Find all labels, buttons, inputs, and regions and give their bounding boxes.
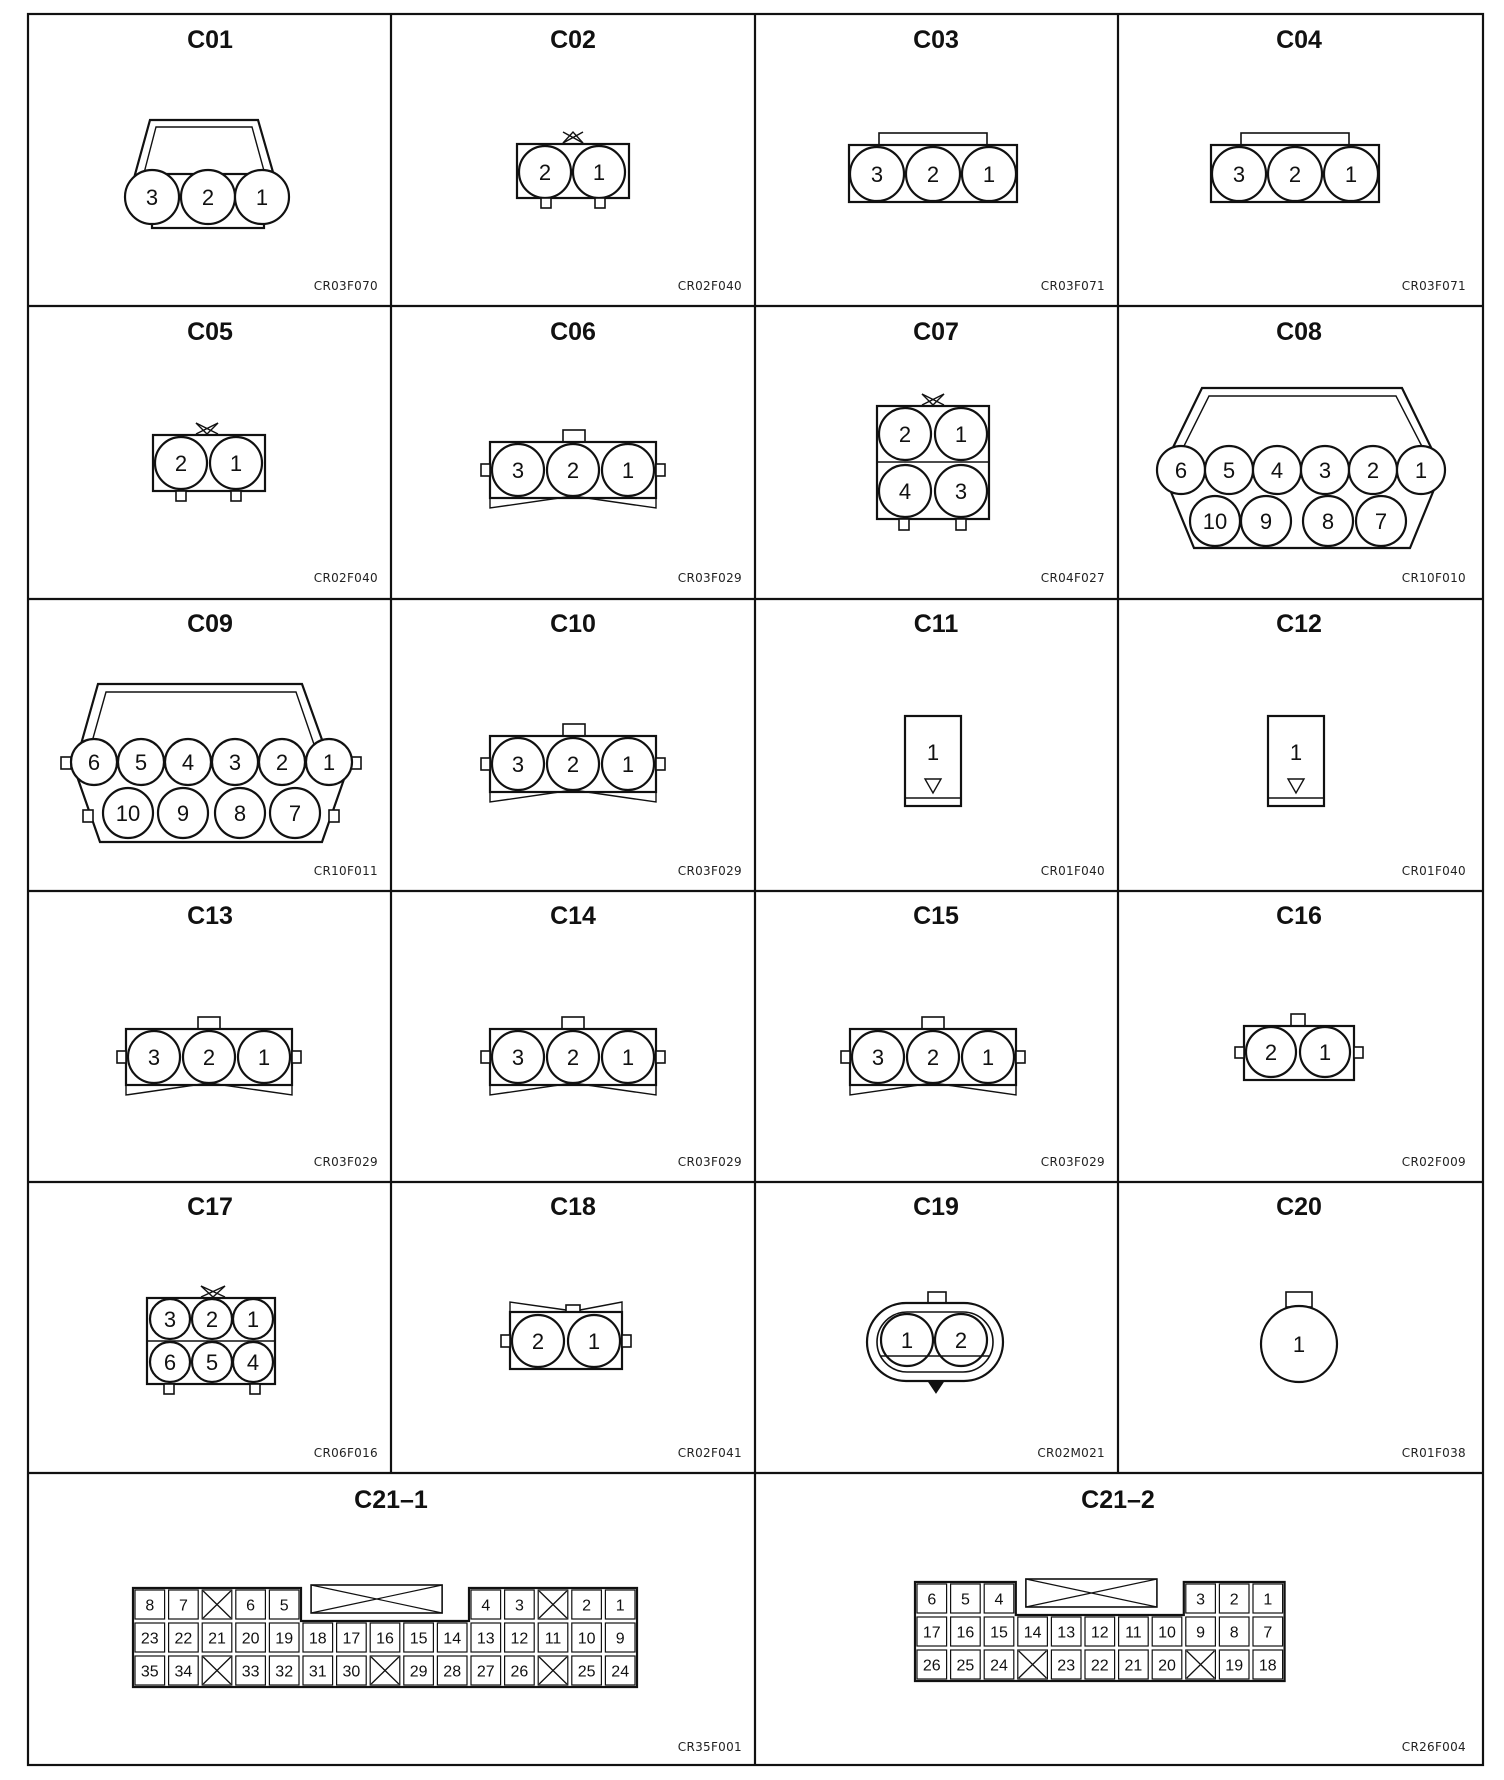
svg-text:3: 3	[1318, 458, 1332, 483]
svg-text:8: 8	[233, 801, 247, 826]
pin-number: 6	[927, 1591, 937, 1609]
svg-text:3: 3	[511, 1045, 525, 1070]
svg-text:6: 6	[1174, 458, 1188, 483]
pin-number: 29	[409, 1663, 428, 1681]
pin-number: 22	[1090, 1657, 1109, 1675]
cell-c15	[841, 902, 1105, 1169]
svg-text:4: 4	[898, 479, 912, 504]
connector-c16-drawing	[1235, 1014, 1363, 1080]
svg-text:1: 1	[900, 1328, 914, 1353]
connector-c09-drawing	[61, 684, 361, 842]
svg-text:4: 4	[1270, 458, 1284, 483]
pin-number: 3	[514, 1597, 524, 1615]
svg-text:2: 2	[202, 1045, 216, 1070]
connector-c20-drawing	[1261, 1292, 1337, 1382]
pin-number: 25	[956, 1657, 975, 1675]
cell-c04	[1211, 26, 1466, 293]
pin-number: 2	[1229, 1591, 1239, 1609]
svg-text:2: 2	[1264, 1040, 1278, 1065]
cell-c05	[153, 318, 378, 585]
svg-text:3: 3	[1232, 162, 1246, 187]
pin-number: 31	[308, 1663, 327, 1681]
part-code: CR10F010	[1401, 571, 1466, 585]
svg-text:1: 1	[1344, 162, 1358, 187]
part-code: CR03F071	[1040, 279, 1105, 293]
pin-number: 15	[409, 1630, 428, 1648]
pin-number: 5	[279, 1597, 289, 1615]
cell-title: C10	[550, 610, 596, 638]
part-code: CR03F029	[313, 1155, 378, 1169]
part-code: CR04F027	[1040, 571, 1105, 585]
pin-number: 18	[308, 1630, 327, 1648]
pin-number: 26	[922, 1657, 941, 1675]
svg-text:1: 1	[981, 1045, 995, 1070]
connector-c01-drawing	[125, 120, 289, 228]
svg-text:4: 4	[246, 1350, 260, 1375]
pin-number: 14	[443, 1630, 462, 1648]
svg-text:1: 1	[255, 185, 269, 210]
svg-text:10: 10	[115, 801, 141, 826]
connector-c11-drawing	[905, 716, 961, 806]
cell-c08	[1157, 318, 1466, 585]
cell-c10	[481, 610, 742, 878]
connector-c07-drawing	[877, 394, 989, 530]
cell-c21-2	[915, 1486, 1466, 1754]
pin-number: 4	[481, 1597, 491, 1615]
pin-number: 12	[510, 1630, 529, 1648]
svg-text:5: 5	[134, 750, 148, 775]
svg-text:1: 1	[246, 1307, 260, 1332]
connector-c12-drawing	[1268, 716, 1324, 806]
cell-title: C08	[1276, 318, 1322, 346]
cell-title: C14	[550, 902, 596, 930]
pin-number: 25	[577, 1663, 596, 1681]
part-code: CR02F040	[313, 571, 378, 585]
pin-number: 9	[1196, 1624, 1206, 1642]
svg-text:2: 2	[201, 185, 215, 210]
svg-text:2: 2	[566, 458, 580, 483]
svg-text:1: 1	[621, 458, 635, 483]
pin-number: 14	[1023, 1624, 1042, 1642]
svg-text:1: 1	[621, 752, 635, 777]
pin-number: 20	[1158, 1657, 1176, 1675]
connector-c08-drawing	[1157, 388, 1445, 548]
part-code: CR35F001	[677, 1740, 742, 1754]
cell-title: C21–1	[354, 1486, 428, 1514]
svg-text:7: 7	[288, 801, 302, 826]
svg-text:2: 2	[566, 1045, 580, 1070]
svg-text:1: 1	[1318, 1040, 1332, 1065]
svg-text:3: 3	[511, 752, 525, 777]
cell-title: C17	[187, 1193, 233, 1221]
pin-number: 6	[246, 1597, 256, 1615]
cell-c06	[481, 318, 742, 585]
pin-number: 30	[342, 1663, 361, 1681]
part-code: CR03F029	[677, 571, 742, 585]
svg-text:1: 1	[926, 740, 940, 765]
cell-c02	[517, 26, 742, 293]
svg-text:2: 2	[275, 750, 289, 775]
part-code: CR06F016	[313, 1446, 378, 1460]
cell-c09	[61, 610, 378, 878]
cell-c07	[877, 318, 1105, 585]
svg-text:3: 3	[145, 185, 159, 210]
svg-text:1: 1	[621, 1045, 635, 1070]
cell-title: C07	[913, 318, 959, 346]
pin-number: 13	[476, 1630, 495, 1648]
svg-text:4: 4	[181, 750, 195, 775]
svg-text:3: 3	[511, 458, 525, 483]
connector-c04-drawing	[1211, 133, 1379, 202]
cell-title: C18	[550, 1193, 596, 1221]
pin-number: 15	[990, 1624, 1008, 1642]
pin-number: 2	[582, 1597, 592, 1615]
connector-c06-drawing	[481, 430, 665, 508]
pin-number: 1	[615, 1597, 625, 1615]
pin-number: 3	[1196, 1591, 1206, 1609]
pin-number: 34	[174, 1663, 193, 1681]
pin-number: 21	[1124, 1657, 1143, 1675]
cell-title: C15	[913, 902, 959, 930]
svg-text:2: 2	[926, 162, 940, 187]
connector-c02-drawing	[517, 132, 629, 208]
connector-c17-drawing	[147, 1286, 275, 1394]
part-code: CR03F029	[1040, 1155, 1105, 1169]
pin-number: 13	[1057, 1624, 1076, 1642]
cell-c11	[905, 610, 1105, 878]
svg-text:1: 1	[592, 160, 606, 185]
cell-c18	[501, 1193, 742, 1460]
pin-number: 26	[510, 1663, 529, 1681]
pin-number: 24	[611, 1663, 630, 1681]
svg-text:3: 3	[228, 750, 242, 775]
pin-number: 9	[615, 1630, 625, 1648]
pin-number: 8	[145, 1597, 155, 1615]
svg-text:3: 3	[954, 479, 968, 504]
svg-text:2: 2	[926, 1045, 940, 1070]
svg-text:1: 1	[322, 750, 336, 775]
svg-text:7: 7	[1374, 509, 1388, 534]
connector-c21-1-grid	[133, 1585, 637, 1687]
part-code: CR02F009	[1401, 1155, 1466, 1169]
cell-c16	[1235, 902, 1466, 1169]
part-code: CR01F040	[1040, 864, 1105, 878]
connector-c14-drawing	[481, 1017, 665, 1095]
cell-title: C11	[913, 610, 959, 638]
pin-number: 12	[1090, 1624, 1109, 1642]
pin-number: 24	[990, 1657, 1008, 1675]
pin-number: 19	[275, 1630, 294, 1648]
cell-c20	[1261, 1193, 1466, 1460]
connector-c05-drawing	[153, 423, 265, 501]
pin-number: 7	[1263, 1624, 1273, 1642]
part-code: CR01F038	[1401, 1446, 1466, 1460]
svg-text:1: 1	[1289, 740, 1303, 765]
part-code: CR02M021	[1037, 1446, 1105, 1460]
cell-title: C03	[913, 26, 959, 54]
cell-title: C16	[1276, 902, 1322, 930]
svg-text:2: 2	[1288, 162, 1302, 187]
svg-text:2: 2	[898, 422, 912, 447]
pin-number: 33	[241, 1663, 260, 1681]
cell-c21-1	[133, 1486, 742, 1754]
cell-title: C20	[1276, 1193, 1322, 1221]
connector-c18-drawing	[501, 1302, 631, 1369]
pin-number: 28	[443, 1663, 462, 1681]
pin-number: 32	[275, 1663, 294, 1681]
pin-number: 17	[342, 1630, 361, 1648]
cell-c17	[147, 1193, 378, 1460]
svg-text:9: 9	[176, 801, 190, 826]
part-code: CR10F011	[313, 864, 378, 878]
svg-text:2: 2	[538, 160, 552, 185]
cell-title: C21–2	[1081, 1486, 1155, 1514]
svg-text:10: 10	[1202, 509, 1228, 534]
grid-lines	[28, 14, 1483, 1765]
cell-c13	[117, 902, 378, 1169]
pin-number: 8	[1229, 1624, 1239, 1642]
pin-number: 23	[140, 1630, 159, 1648]
part-code: CR02F040	[677, 279, 742, 293]
part-code: CR03F071	[1401, 279, 1466, 293]
connector-c21-2-grid	[915, 1579, 1285, 1681]
svg-text:1: 1	[587, 1329, 601, 1354]
cell-c19	[867, 1193, 1105, 1460]
svg-text:3: 3	[871, 1045, 885, 1070]
pin-number: 22	[174, 1630, 193, 1648]
svg-text:2: 2	[205, 1307, 219, 1332]
pin-number: 21	[208, 1630, 226, 1648]
cell-c01	[125, 26, 378, 293]
pin-number: 16	[376, 1630, 394, 1648]
svg-text:2: 2	[174, 451, 188, 476]
svg-text:2: 2	[954, 1328, 968, 1353]
pin-number: 16	[956, 1624, 975, 1642]
svg-text:1: 1	[1292, 1332, 1306, 1357]
pin-number: 7	[178, 1597, 188, 1615]
connector-c03-drawing	[849, 133, 1017, 202]
pin-number: 5	[960, 1591, 970, 1609]
pin-number: 18	[1258, 1657, 1277, 1675]
part-code: CR26F004	[1401, 1740, 1466, 1754]
cell-title: C09	[187, 610, 233, 638]
cell-title: C02	[550, 26, 596, 54]
connector-c15-drawing	[841, 1017, 1025, 1095]
svg-text:2: 2	[1366, 458, 1380, 483]
cell-title: C01	[187, 26, 233, 54]
svg-text:2: 2	[566, 752, 580, 777]
pin-number: 11	[1125, 1624, 1142, 1642]
svg-text:1: 1	[257, 1045, 271, 1070]
cell-title: C06	[550, 318, 596, 346]
svg-text:6: 6	[163, 1350, 177, 1375]
cell-c12	[1268, 610, 1466, 878]
svg-text:8: 8	[1321, 509, 1335, 534]
connector-c10-drawing	[481, 724, 665, 802]
svg-text:3: 3	[870, 162, 884, 187]
cell-title: C19	[913, 1193, 959, 1221]
connector-c13-drawing	[117, 1017, 301, 1095]
svg-text:1: 1	[982, 162, 996, 187]
cell-c14	[481, 902, 742, 1169]
pin-number: 10	[1158, 1624, 1176, 1642]
cell-title: C04	[1276, 26, 1322, 54]
svg-text:5: 5	[1222, 458, 1236, 483]
part-code: CR02F041	[677, 1446, 742, 1460]
part-code: CR03F029	[677, 1155, 742, 1169]
svg-text:1: 1	[1414, 458, 1428, 483]
pin-number: 19	[1225, 1657, 1244, 1675]
pin-number: 23	[1057, 1657, 1076, 1675]
pin-number: 20	[241, 1630, 260, 1648]
part-code: CR03F029	[677, 864, 742, 878]
cell-title: C12	[1276, 610, 1322, 638]
part-code: CR01F040	[1401, 864, 1466, 878]
pin-number: 35	[140, 1663, 159, 1681]
svg-text:2: 2	[531, 1329, 545, 1354]
part-code: CR03F070	[313, 279, 378, 293]
pin-number: 4	[994, 1591, 1004, 1609]
connector-c19-drawing	[867, 1292, 1003, 1393]
pin-number: 1	[1263, 1591, 1273, 1609]
svg-text:6: 6	[87, 750, 101, 775]
cell-c03	[849, 26, 1105, 293]
svg-text:5: 5	[205, 1350, 219, 1375]
svg-text:1: 1	[229, 451, 243, 476]
cell-title: C05	[187, 318, 233, 346]
pin-number: 27	[476, 1663, 495, 1681]
pin-number: 17	[922, 1624, 941, 1642]
svg-text:9: 9	[1259, 509, 1273, 534]
pin-number: 10	[577, 1630, 596, 1648]
svg-text:3: 3	[147, 1045, 161, 1070]
svg-text:3: 3	[163, 1307, 177, 1332]
cell-title: C13	[187, 902, 233, 930]
pin-number: 11	[544, 1630, 562, 1648]
svg-text:1: 1	[954, 422, 968, 447]
